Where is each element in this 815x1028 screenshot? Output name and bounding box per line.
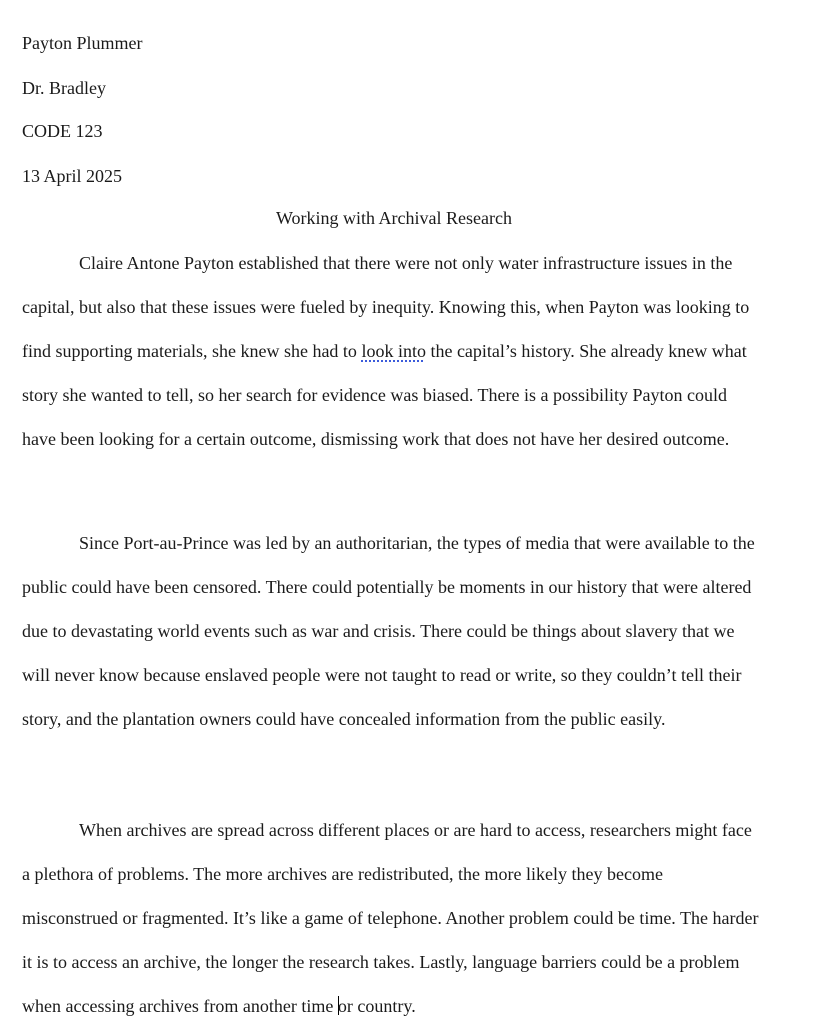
paragraph-2[interactable] — [22, 521, 762, 741]
course-code: CODE 123 — [22, 121, 103, 141]
paragraph-2-text: Since Port-au-Prince was led by an authoritarian, the types of media that were available to the public could have been censored. There could potentially be moments in our history that were altered due to devastating world events such as war and crisis. There could be things about slavery that we will never know because enslaved people were not taught to read or write, so they couldn’t tell their story, and the plantation owners could have concealed information from the public easily. — [22, 533, 755, 729]
paragraph-3-text-before: When archives are spread across different places or are hard to access, researchers might face a plethora of problems. The more archives are redistributed, the more likely they become misconstrued or fragmented. It’s like a game of telephone. Another problem could be time. The harder it is to access an archive, the longer the research takes. Lastly, language barriers could be a problem when accessing archives from another time — [22, 820, 759, 1016]
instructor-name: Dr. Bradley — [22, 78, 106, 98]
paragraph-3[interactable] — [22, 808, 762, 1028]
paragraph-1-text-before: Claire Antone Payton established that there were not only water infrastructure issues in the capital, but also that these issues were fueled by inequity. Knowing this, when Payton was looking to find supporting materials, she knew she had to — [22, 253, 750, 361]
document-title: Working with Archival Research — [276, 208, 512, 228]
paragraph-1-text-after: the capital’s history. She already knew what story she wanted to tell, so her search for evidence was biased. There is a possibility Payton could have been looking for a certain outcome, dismissing work that does not have her desired outcome. — [22, 341, 747, 449]
paragraph-3-text-after: or country. — [337, 996, 416, 1016]
paragraph-1[interactable] — [22, 241, 762, 461]
student-name: Payton Plummer — [22, 33, 143, 53]
spelling-flag[interactable]: look into — [361, 341, 426, 361]
document-date: 13 April 2025 — [22, 166, 123, 186]
